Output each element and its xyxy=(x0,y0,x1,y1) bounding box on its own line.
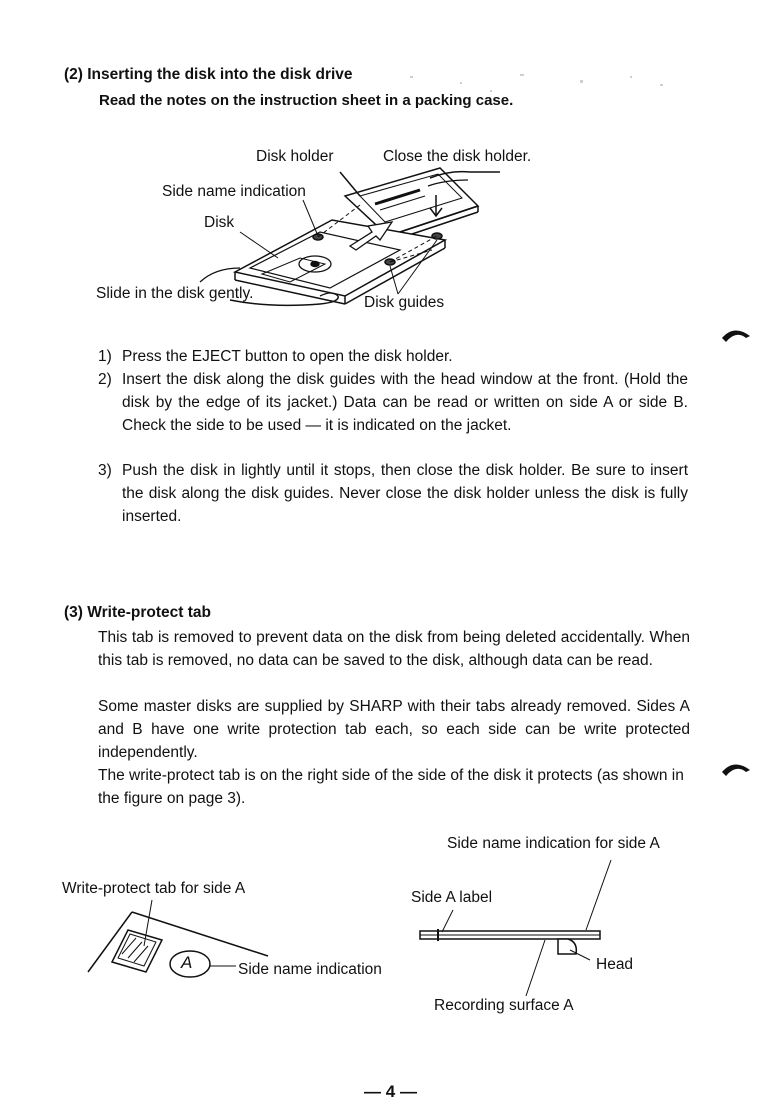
label-side-a-label: Side A label xyxy=(411,889,493,906)
page-number: — 4 — xyxy=(364,1082,417,1101)
label-side-name-indication: Side name indication xyxy=(162,183,306,200)
section-3-paragraph-2: Some master disks are supplied by SHARP with their tabs already removed. Sides A and B have one write protection tab each, so each side can be write protected independently. xyxy=(98,698,690,761)
label-disk-guides: Disk guides xyxy=(364,294,445,311)
label-slide-in-disk: Slide in the disk gently. xyxy=(96,285,254,302)
label-side-name-for-side-a: Side name indication for side A xyxy=(447,835,660,852)
label-disk-holder: Disk holder xyxy=(256,148,334,165)
section-2-heading: (2) Inserting the disk into the disk drive xyxy=(64,66,353,83)
section-3-paragraph-1: This tab is removed to prevent data on the disk from being deleted accidentally. When this tab is removed, no data can be saved to the disk, although data can be read. xyxy=(98,629,690,669)
label-write-protect-tab-side-a: Write-protect tab for side A xyxy=(62,880,246,897)
write-protect-figure xyxy=(0,820,781,1040)
punch-mark-icon xyxy=(722,764,750,776)
label-side-name-indication-2: Side name indication xyxy=(238,961,382,978)
write-protect-drawing xyxy=(0,820,781,1040)
step-number: 2) xyxy=(98,371,112,388)
label-head: Head xyxy=(596,956,634,973)
step-number: 3) xyxy=(98,462,112,479)
label-close-disk-holder: Close the disk holder. xyxy=(383,148,532,165)
label-disk: Disk xyxy=(204,214,235,231)
step-text: Press the EJECT button to open the disk holder. xyxy=(122,348,453,365)
side-letter-a: A xyxy=(181,953,193,972)
step-text: Insert the disk along the disk guides with the head window at the front. (Hold the disk by the edge of its jacket.) Data can be read or written on side A or side B. Check the side to be used — it is indicated on the jacket. xyxy=(122,371,688,434)
punch-mark-icon xyxy=(722,330,750,342)
section-2-note: Read the notes on the instruction sheet in a packing case. xyxy=(99,92,514,109)
step-text: Push the disk in lightly until it stops, then close the disk holder. Be sure to insert the disk along the disk guides. Never close the disk holder unless the disk is fully inserted. xyxy=(122,462,688,525)
label-recording-surface-a: Recording surface A xyxy=(434,997,574,1014)
section-3-heading: (3) Write-protect tab xyxy=(64,604,211,621)
step-number: 1) xyxy=(98,348,112,365)
section-3-paragraph-3: The write-protect tab is on the right side of the side of the disk it protects (as shown in the figure on page 3). xyxy=(98,767,684,807)
